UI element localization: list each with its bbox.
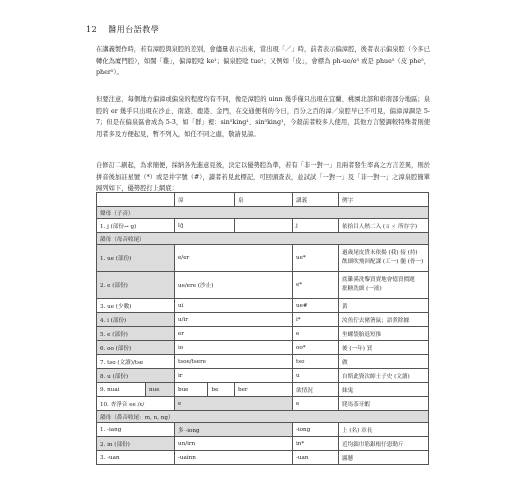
cell-notes: oo* [293, 341, 339, 355]
table-row [97, 219, 429, 233]
example-line: 批糖洗細 (一液) [342, 286, 382, 292]
cell-item: 5. e (部份) [97, 327, 175, 341]
cell-notes: -uan [293, 451, 339, 465]
cell-item-highlight: nue [146, 383, 175, 396]
cell-item: 2. e (部份) [97, 272, 175, 299]
page-number: 12 [86, 25, 98, 34]
cell-item: 4. i (部份) [97, 313, 175, 327]
page-header [86, 24, 159, 35]
table-row [97, 355, 429, 369]
cell-quan: ber [235, 383, 293, 397]
cell-notes: 欲情況 [293, 383, 339, 397]
cell-zhang: tsoe/tsere [175, 355, 293, 369]
cell-notes: ue# [293, 299, 339, 313]
cell-zhang: io [175, 341, 293, 355]
section-title: 韻母（母音收尾） [97, 233, 429, 245]
header-cell: 例字 [339, 193, 429, 207]
table-row [97, 423, 429, 437]
section-title: 韻母（鼻音收尾：m, n, ng） [97, 411, 429, 423]
cell-notes: i* [293, 313, 339, 327]
cell-examples: 依拾目人熱二入 (ㄖㄨ 所存字) [339, 219, 429, 233]
paragraph-2: 但要注意，每個地方偏漳或偏泉的程度均有不同，像是漳腔的 uinn 幾乎僅只出現在宜蘭、桃園北部和彰南部分地區；泉腔的 er 幾乎只出現在沙止、南港、鹿港、金門，在交通便利的今日，百分之百的漳／泉腔早已不可見，偏漳漳調是 5-7；但是在偏泉區會成為 5-3，如「群」裡：sin⁵king¹、sin⁵king¹，今殺前者較多人使用，其他方言變調較特殊者則使用者多及方便起見，暫不列入，如任不同之處，敬請見諒。 [96, 96, 430, 138]
table-header-row [97, 193, 429, 207]
cell-examples: 坐螺袋胎退短推 [339, 327, 429, 341]
table-row [97, 327, 429, 341]
cell-item: 10. 杏淨音 ee /ɛ/ [97, 397, 175, 411]
cell-notes: -iong [293, 423, 339, 437]
table-row [97, 369, 429, 383]
cell-examples: 自斯此資次師士子史 (文讀) [339, 369, 429, 383]
cell-examples: 做 [339, 355, 429, 369]
cell-examples: 汝魚佇去豬箸鼠；語煮除據 [339, 313, 429, 327]
cell-notes: e [293, 397, 339, 411]
cell-notes: e* [293, 272, 339, 299]
example-line: 底雞溪洗黎買賣地會憶買價題 [342, 277, 415, 283]
cell-zhang-a: bue [175, 383, 208, 396]
cell-quan [235, 219, 293, 233]
cell-examples: 黃 [339, 299, 429, 313]
cell-zhang: 多 -iong [175, 423, 293, 437]
example-line: 過歲尾皮貨未依揚 (我) 接 (持) [342, 250, 418, 256]
cell-item: 1. j (部份→ g) [97, 219, 175, 233]
cell-notes: in* [293, 437, 339, 451]
table-row [97, 437, 429, 451]
table-row [97, 383, 429, 397]
table-row [97, 397, 429, 411]
cell-examples: 上 (名) 章長 [339, 423, 429, 437]
cell-examples [339, 272, 429, 299]
table-row [97, 245, 429, 272]
cell-examples: 縣懸 [339, 451, 429, 465]
cell-item: 8. u (部份) [97, 369, 175, 383]
cell-notes: tso [293, 355, 339, 369]
paragraph-3: 自修訂二刷起，為求簡便，採納各先進意見後，決定以優勢腔為準，若有「非一對一」且兩者發生率高之方言差異，則於拼音後加註星號（*）或是井字號（#），讀者若見此標記，可回頭查表，並試試「一對一」及「非一對一」之漳泉腔簡單歸列如下，優勢腔打上網底： [96, 162, 430, 192]
cell-zhang: e/er [175, 245, 293, 272]
cell-examples: 後 (一年) 買 [339, 341, 429, 355]
header-cell: 講義 [293, 193, 339, 207]
cell-notes: e [293, 327, 339, 341]
table-row [97, 341, 429, 355]
cell-item: 3. -uan [97, 451, 175, 465]
cell-examples [339, 245, 429, 272]
table-row [97, 299, 429, 313]
cell-zhang: e [175, 397, 293, 411]
book-title: 醫用台語教學 [108, 25, 160, 34]
table-row [97, 451, 429, 465]
section-header-row [97, 207, 429, 219]
cell-zhang: ue/ere (沙止) [175, 272, 293, 299]
cell-notes: u [293, 369, 339, 383]
cell-notes: j [293, 219, 339, 233]
section-header-row [97, 411, 429, 423]
cell-zhang: ir [175, 369, 293, 383]
cell-item: 1. ue (部份) [97, 245, 175, 272]
cell-item: 1. -iang [97, 423, 175, 437]
cell-zhang-b: be [211, 386, 219, 393]
example-line: 飲細吹飛回配課 (工一) 髓 (骨一) [342, 259, 424, 265]
cell-examples: 近均銀巾筋銀根仔恩勤斤 [339, 437, 429, 451]
cell-zhang: l/j [175, 219, 235, 233]
section-title: 聲母（子音） [97, 207, 429, 219]
header-cell: 漳 [175, 193, 235, 207]
cell-item [97, 383, 175, 397]
cell-zhang: -uainn [175, 451, 293, 465]
cell-examples: 妹鬼 [339, 383, 429, 397]
cell-zhang [175, 383, 235, 397]
header-cell [97, 193, 175, 207]
cell-item: 2. in (部份) [97, 437, 175, 451]
cell-zhang: un/irn [175, 437, 293, 451]
cell-item: 7. tso (文讀)/tse [97, 355, 175, 369]
section-header-row [97, 233, 429, 245]
cell-zhang: er [175, 327, 293, 341]
cell-item: 6. oo (部份) [97, 341, 175, 355]
header-cell: 泉 [235, 193, 293, 207]
cell-item-main: 9. nuai [97, 383, 146, 396]
cell-examples: 爬馬茶牙蝦 [339, 397, 429, 411]
dialect-table [96, 192, 429, 465]
cell-notes: ue* [293, 245, 339, 272]
paragraph-1: 在講義製作時，若有漳腔與泉腔的差別，會儘量表示出來，當出現「／」時，前者表示偏漳腔，後者表示偏泉腔（今多已轉化為廈門腔），如閩「雞」，偏漳腔唸 ke¹；偏泉腔唸 tue¹；又例如「皮」，會標為 ph-ue/e⁵ 或是 phue⁵（皮 phe⁵，pher⁵）。 [96, 46, 430, 76]
cell-zhang: u/ir [175, 313, 293, 327]
cell-item: 3. ue (少數) [97, 299, 175, 313]
cell-zhang: ui [175, 299, 293, 313]
table-row [97, 272, 429, 299]
table-row [97, 313, 429, 327]
